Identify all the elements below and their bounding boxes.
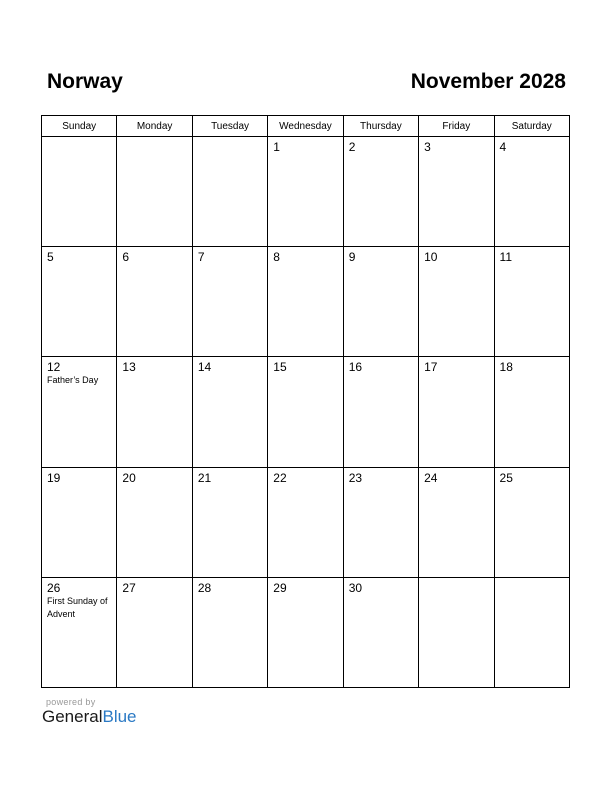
day-number: [419, 578, 493, 582]
day-number: 12: [47, 360, 61, 375]
day-cell: [117, 577, 192, 687]
day-cell: [117, 467, 192, 577]
brand-blue-text: Blue: [102, 707, 137, 726]
weekday-monday: Monday: [117, 116, 192, 137]
day-number: 27: [122, 580, 136, 595]
day-cell: [268, 577, 343, 687]
day-cell: [343, 137, 418, 247]
day-cell: [192, 577, 267, 687]
day-number: 2: [348, 140, 356, 154]
brand-general-text: General: [42, 707, 103, 726]
day-number: 23: [348, 470, 363, 485]
day-number: 5: [47, 250, 54, 265]
day-number: 9: [348, 250, 356, 265]
day-cell: [268, 357, 343, 467]
day-cell: [419, 577, 494, 687]
day-number: 14: [197, 360, 212, 375]
weekday-wednesday: Wednesday: [268, 116, 343, 137]
day-number: [117, 137, 191, 141]
day-cell: [192, 247, 267, 357]
weekday-tuesday: Tuesday: [192, 116, 267, 137]
day-cell: [343, 577, 418, 687]
day-number: 1: [273, 140, 280, 154]
day-number: 4: [499, 140, 507, 154]
weekday-sunday: Sunday: [42, 116, 117, 137]
day-cell: [343, 247, 418, 357]
day-number: 28: [197, 580, 212, 595]
week-row: [42, 357, 570, 467]
calendar-grid: [41, 115, 570, 688]
day-cell: [268, 247, 343, 357]
day-number: 17: [424, 360, 438, 375]
day-cell: [419, 357, 494, 467]
day-cell: [343, 357, 418, 467]
week-row: [42, 247, 570, 357]
month-title: November 2028: [410, 70, 566, 93]
day-cell: [268, 137, 343, 247]
day-cell: [494, 467, 569, 577]
day-cell: [419, 467, 494, 577]
powered-by-text: powered by: [46, 697, 96, 707]
weekday-header-row: [42, 116, 570, 137]
day-number: 19: [47, 470, 61, 485]
day-number: 21: [197, 470, 212, 485]
weekday-saturday: Saturday: [494, 116, 569, 137]
week-row: [42, 137, 570, 247]
day-number: 18: [499, 360, 513, 375]
day-cell: [419, 137, 494, 247]
day-number: 6: [122, 250, 130, 265]
day-cell: [42, 137, 117, 247]
day-number: 7: [197, 250, 205, 265]
day-number: 24: [424, 470, 438, 485]
day-number: 11: [499, 250, 512, 265]
day-number: [495, 578, 569, 582]
day-number: 16: [348, 360, 363, 375]
day-cell: [42, 467, 117, 577]
day-number: [193, 137, 267, 141]
weekday-thursday: Thursday: [343, 116, 418, 137]
day-cell: [192, 467, 267, 577]
day-cell: [192, 357, 267, 467]
day-number: 26: [47, 580, 61, 595]
day-cell: [117, 247, 192, 357]
day-cell: [117, 357, 192, 467]
day-cell: [494, 577, 569, 687]
holiday-label: Father’s Day: [47, 375, 99, 386]
day-cell: [419, 247, 494, 357]
day-cell: [494, 247, 569, 357]
day-number: 10: [424, 250, 438, 265]
week-row: [42, 577, 570, 687]
day-cell: [192, 137, 267, 247]
day-number: 13: [122, 360, 136, 375]
day-number: 22: [273, 470, 287, 485]
day-cell: [494, 137, 569, 247]
day-number: 8: [273, 250, 280, 265]
day-cell: [117, 137, 192, 247]
country-title: Norway: [47, 70, 123, 93]
day-number: 15: [273, 360, 287, 375]
day-cell: [42, 357, 117, 467]
day-number: 20: [122, 470, 136, 485]
day-number: 30: [348, 580, 363, 595]
day-number: 29: [273, 580, 287, 595]
holiday-label: First Sunday of Advent: [47, 595, 108, 619]
day-cell: [494, 357, 569, 467]
day-cell: [268, 467, 343, 577]
week-row: [42, 467, 570, 577]
day-number: 3: [424, 140, 431, 154]
day-cell: [343, 467, 418, 577]
day-number: [42, 137, 116, 141]
day-number: 25: [499, 470, 513, 485]
weekday-friday: Friday: [419, 116, 494, 137]
day-cell: [42, 577, 117, 687]
day-cell: [42, 247, 117, 357]
generalblue-logo[interactable]: [42, 707, 137, 727]
